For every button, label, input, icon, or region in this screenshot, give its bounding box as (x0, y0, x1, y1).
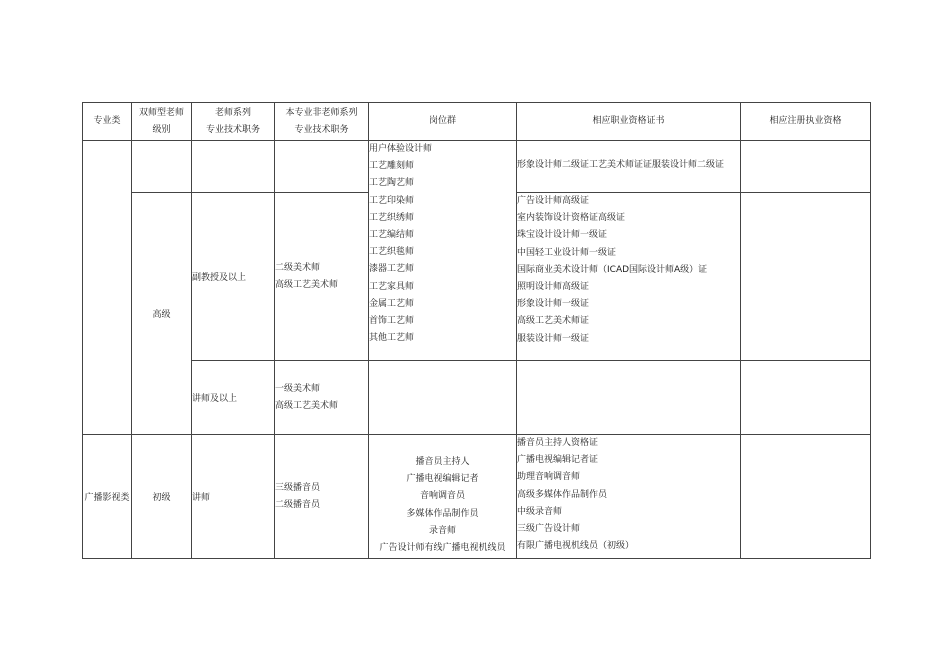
position-item: 音响调音员 (419, 491, 465, 502)
level-cell: 初级 (132, 435, 192, 559)
certificate-item: 有限广播电视机线员（初级） (517, 541, 635, 552)
certificate-item: 形象设计师二级证工艺美术师证证服装设计师二级证 (517, 160, 725, 170)
header-non-teacher-series (275, 103, 369, 141)
certificate-cell-empty (517, 361, 741, 435)
header-row (83, 103, 871, 141)
teacher-title-cell-empty (192, 141, 275, 193)
registration-cell-empty (741, 361, 871, 435)
position-item: 工艺印染师 (369, 195, 415, 206)
non-teacher-item: 高级工艺美术师 (275, 279, 339, 290)
certificate-item: 照明设计师高级证 (517, 282, 590, 293)
header-teacher-series-line: 老师系列 (214, 107, 251, 118)
header-registration: 相应注册执业资格 (741, 103, 871, 141)
positions-cell-empty (369, 361, 517, 435)
certificate-cell (517, 435, 741, 559)
position-item: 金属工艺师 (369, 298, 415, 309)
header-positions: 岗位群 (369, 103, 517, 141)
non-teacher-item: 三级播音员 (275, 482, 321, 493)
header-major: 专业类 (83, 103, 132, 141)
header-dual-level-line: 级别 (152, 124, 171, 135)
non-teacher-item: 一级美术师 (275, 383, 321, 394)
positions-cell (369, 141, 517, 361)
certificate-item: 三级广告设计师 (517, 524, 581, 535)
certificate-item: 室内装饰设计资格证高级证 (517, 213, 626, 224)
registration-cell-empty (741, 435, 871, 559)
position-item: 多媒体作品制作员 (406, 508, 479, 519)
positions-cell (369, 435, 517, 559)
header-teacher-series (192, 103, 275, 141)
position-item: 广播电视编辑记者 (406, 474, 479, 485)
certificate-item: 中国轻工业设计师一级证 (517, 247, 617, 258)
header-teacher-series-line: 专业技术职务 (205, 124, 260, 135)
header-dual-level (132, 103, 192, 141)
header-non-teacher-series-line: 本专业非老师系列 (285, 107, 358, 118)
certificate-item: 广播电视编辑记者证 (517, 455, 599, 466)
teacher-title-cell: 讲师及以上 (192, 361, 275, 435)
non-teacher-cell (275, 361, 369, 435)
position-item: 工艺编结师 (369, 230, 415, 241)
certificate-cell (517, 193, 741, 361)
non-teacher-cell (275, 193, 369, 361)
position-item: 播音员主持人 (415, 456, 470, 467)
header-dual-level-line: 双师型老师 (138, 107, 184, 118)
table-row (83, 361, 871, 435)
teacher-title-cell: 讲师 (192, 435, 275, 559)
level-cell-empty (132, 141, 192, 193)
certificate-item: 国际商业美术设计师（ICAD国际设计师A级）证 (517, 264, 708, 275)
certificate-item: 助理音响调音师 (517, 472, 581, 483)
qualification-table (82, 102, 871, 559)
header-non-teacher-series-line: 专业技术职务 (294, 124, 349, 135)
non-teacher-cell-empty (275, 141, 369, 193)
position-item: 工艺织绣师 (369, 212, 415, 223)
non-teacher-item: 高级工艺美术师 (275, 400, 339, 411)
registration-cell-empty (741, 193, 871, 361)
position-item: 漆器工艺师 (369, 264, 415, 275)
position-item: 首饰工艺师 (369, 316, 415, 327)
certificate-item: 中级录音师 (517, 506, 563, 517)
table-row (83, 141, 871, 193)
position-item: 其他工艺师 (369, 333, 415, 344)
non-teacher-cell (275, 435, 369, 559)
position-item: 工艺陶艺师 (369, 178, 415, 189)
position-item: 录音师 (428, 525, 456, 536)
position-item: 用户体验设计师 (369, 144, 433, 154)
non-teacher-item: 二级播音员 (275, 499, 321, 510)
position-item: 工艺雕刻师 (369, 161, 415, 172)
certificate-item: 形象设计师一级证 (517, 299, 590, 310)
certificate-item: 高级多媒体作品制作员 (517, 489, 608, 500)
certificate-item: 播音员主持人资格证 (517, 438, 599, 448)
registration-cell-empty (741, 141, 871, 193)
position-item: 工艺家具师 (369, 281, 415, 292)
certificate-cell (517, 141, 741, 193)
certificate-item: 珠宝设计设计师一级证 (517, 230, 608, 241)
position-item: 广告设计师有线广播电视机线员 (379, 542, 506, 553)
level-cell: 高级 (132, 193, 192, 435)
header-certificates: 相应职业资格证书 (517, 103, 741, 141)
non-teacher-item: 二级美术师 (275, 262, 321, 273)
teacher-title-cell: 副教授及以上 (192, 193, 275, 361)
major-cell-empty (83, 141, 132, 435)
position-item: 工艺织毯师 (369, 247, 415, 258)
certificate-item: 服装设计师一级证 (517, 333, 590, 344)
certificate-item: 高级工艺美术师证 (517, 316, 590, 327)
major-cell: 广播影视类 (83, 435, 132, 559)
table-row (83, 435, 871, 559)
certificate-item: 广告设计师高级证 (517, 196, 590, 206)
